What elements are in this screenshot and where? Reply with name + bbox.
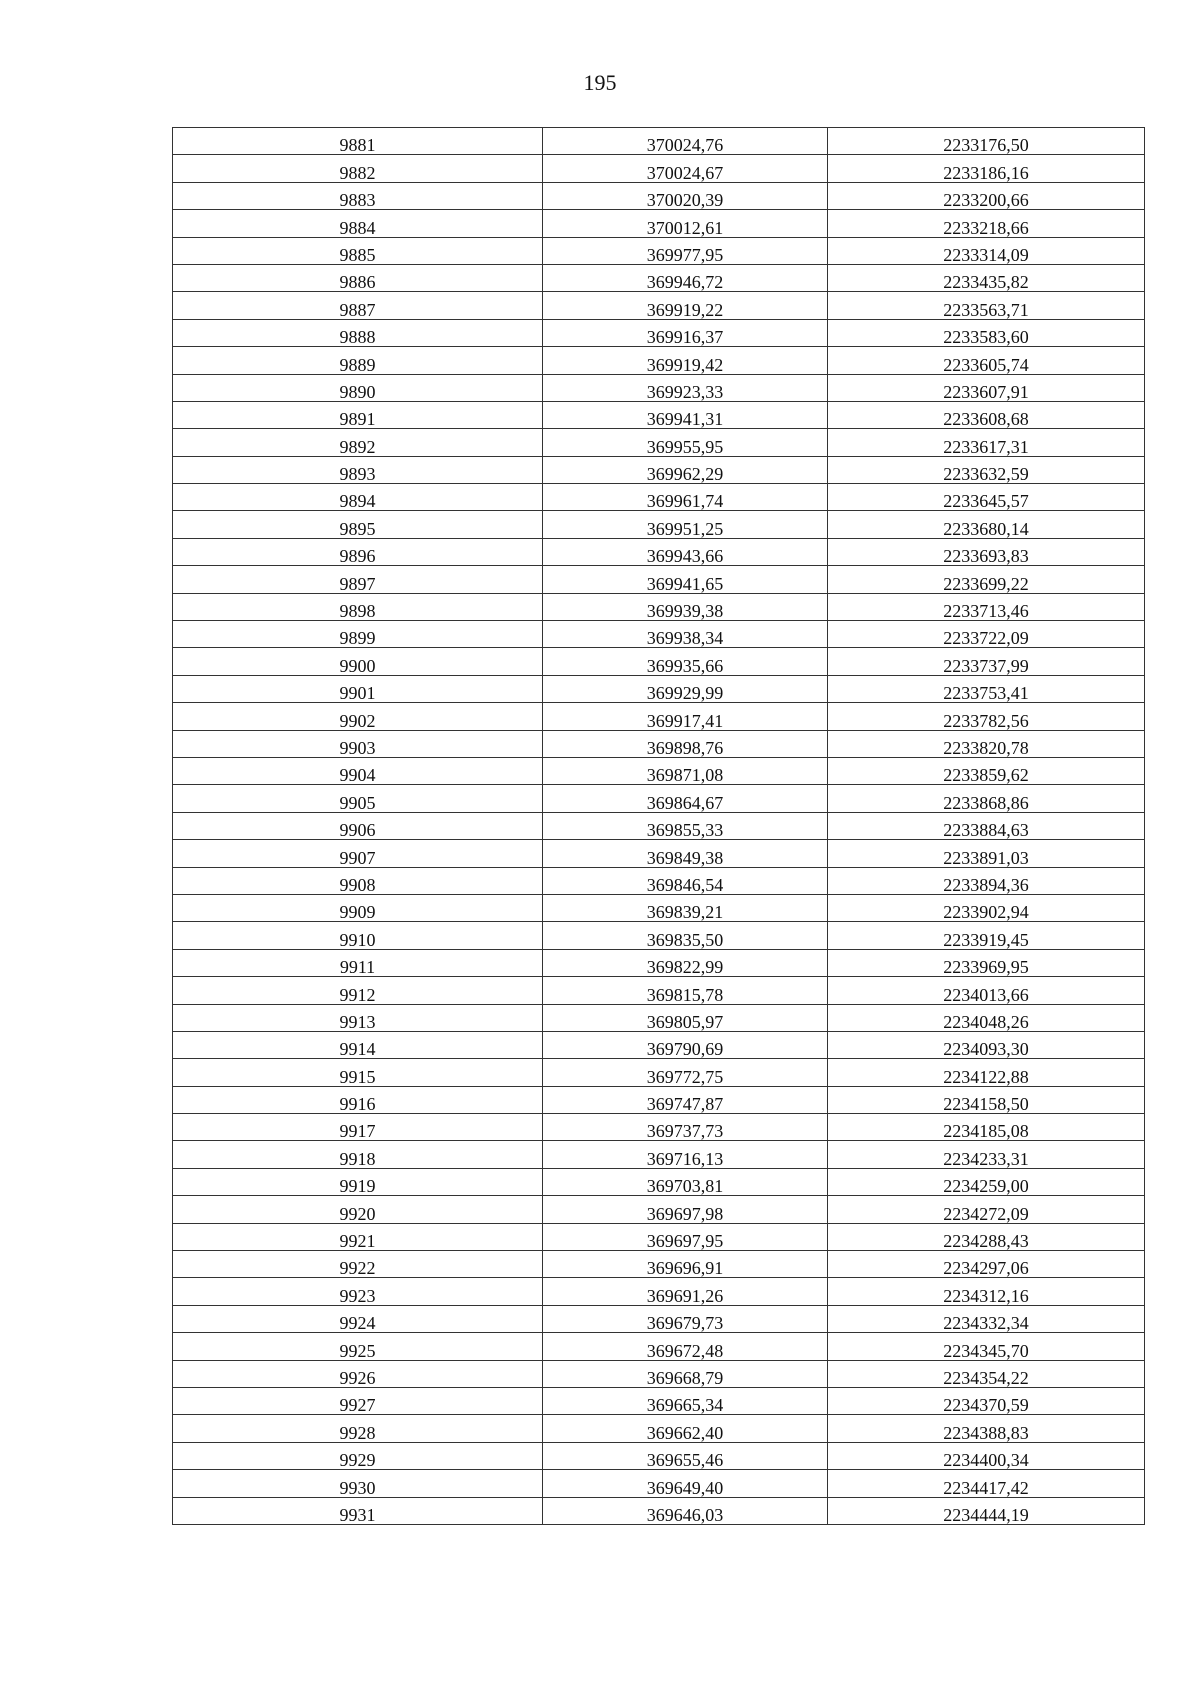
x-coordinate-cell: 369696,91 [543,1251,828,1278]
x-coordinate-cell: 369846,54 [543,867,828,894]
table-row [173,1059,1145,1086]
y-coordinate-cell: 2233859,62 [828,757,1145,784]
point-number-cell: 9911 [173,949,543,976]
table-row [173,757,1145,784]
point-number-cell: 9927 [173,1387,543,1414]
x-coordinate-cell: 369737,73 [543,1114,828,1141]
coordinates-table-body [173,128,1145,1525]
table-row [173,621,1145,648]
table-row [173,785,1145,812]
table-row [173,1004,1145,1031]
point-number-cell: 9883 [173,182,543,209]
table-row [173,538,1145,565]
point-number-cell: 9887 [173,292,543,319]
table-row [173,511,1145,538]
y-coordinate-cell: 2234185,08 [828,1114,1145,1141]
x-coordinate-cell: 369839,21 [543,894,828,921]
x-coordinate-cell: 370024,76 [543,128,828,155]
y-coordinate-cell: 2234158,50 [828,1086,1145,1113]
x-coordinate-cell: 369951,25 [543,511,828,538]
x-coordinate-cell: 369849,38 [543,840,828,867]
x-coordinate-cell: 369691,26 [543,1278,828,1305]
point-number-cell: 9916 [173,1086,543,1113]
y-coordinate-cell: 2234370,59 [828,1387,1145,1414]
y-coordinate-cell: 2233891,03 [828,840,1145,867]
x-coordinate-cell: 369646,03 [543,1497,828,1524]
y-coordinate-cell: 2234093,30 [828,1031,1145,1058]
y-coordinate-cell: 2233645,57 [828,484,1145,511]
point-number-cell: 9920 [173,1196,543,1223]
x-coordinate-cell: 369939,38 [543,593,828,620]
x-coordinate-cell: 369864,67 [543,785,828,812]
x-coordinate-cell: 370024,67 [543,155,828,182]
y-coordinate-cell: 2234444,19 [828,1497,1145,1524]
x-coordinate-cell: 369955,95 [543,429,828,456]
point-number-cell: 9896 [173,538,543,565]
x-coordinate-cell: 369747,87 [543,1086,828,1113]
y-coordinate-cell: 2233608,68 [828,401,1145,428]
x-coordinate-cell: 369941,31 [543,401,828,428]
x-coordinate-cell: 369917,41 [543,703,828,730]
x-coordinate-cell: 369790,69 [543,1031,828,1058]
point-number-cell: 9909 [173,894,543,921]
point-number-cell: 9884 [173,210,543,237]
x-coordinate-cell: 369919,42 [543,347,828,374]
table-row [173,1497,1145,1524]
point-number-cell: 9888 [173,319,543,346]
x-coordinate-cell: 369697,95 [543,1223,828,1250]
x-coordinate-cell: 370020,39 [543,182,828,209]
point-number-cell: 9897 [173,566,543,593]
x-coordinate-cell: 369697,98 [543,1196,828,1223]
point-number-cell: 9921 [173,1223,543,1250]
point-number-cell: 9890 [173,374,543,401]
y-coordinate-cell: 2234259,00 [828,1168,1145,1195]
table-row [173,374,1145,401]
point-number-cell: 9904 [173,757,543,784]
x-coordinate-cell: 369938,34 [543,621,828,648]
point-number-cell: 9913 [173,1004,543,1031]
y-coordinate-cell: 2234417,42 [828,1470,1145,1497]
x-coordinate-cell: 369929,99 [543,675,828,702]
x-coordinate-cell: 369665,34 [543,1387,828,1414]
y-coordinate-cell: 2233186,16 [828,155,1145,182]
y-coordinate-cell: 2233868,86 [828,785,1145,812]
y-coordinate-cell: 2233737,99 [828,648,1145,675]
x-coordinate-cell: 370012,61 [543,210,828,237]
table-row [173,812,1145,839]
x-coordinate-cell: 369935,66 [543,648,828,675]
table-row [173,182,1145,209]
y-coordinate-cell: 2233902,94 [828,894,1145,921]
y-coordinate-cell: 2233894,36 [828,867,1145,894]
point-number-cell: 9925 [173,1333,543,1360]
table-row [173,1278,1145,1305]
table-row [173,922,1145,949]
y-coordinate-cell: 2234272,09 [828,1196,1145,1223]
table-row [173,593,1145,620]
y-coordinate-cell: 2234288,43 [828,1223,1145,1250]
y-coordinate-cell: 2233632,59 [828,456,1145,483]
table-row [173,1360,1145,1387]
x-coordinate-cell: 369923,33 [543,374,828,401]
y-coordinate-cell: 2234233,31 [828,1141,1145,1168]
table-row [173,155,1145,182]
y-coordinate-cell: 2233722,09 [828,621,1145,648]
point-number-cell: 9924 [173,1305,543,1332]
y-coordinate-cell: 2233218,66 [828,210,1145,237]
x-coordinate-cell: 369679,73 [543,1305,828,1332]
point-number-cell: 9898 [173,593,543,620]
table-row [173,1470,1145,1497]
table-row [173,484,1145,511]
table-row [173,1114,1145,1141]
x-coordinate-cell: 369871,08 [543,757,828,784]
table-row [173,840,1145,867]
table-row [173,1387,1145,1414]
x-coordinate-cell: 369835,50 [543,922,828,949]
y-coordinate-cell: 2234388,83 [828,1415,1145,1442]
x-coordinate-cell: 369649,40 [543,1470,828,1497]
table-row [173,1442,1145,1469]
x-coordinate-cell: 369919,22 [543,292,828,319]
point-number-cell: 9914 [173,1031,543,1058]
y-coordinate-cell: 2233617,31 [828,429,1145,456]
table-row [173,1333,1145,1360]
table-row [173,566,1145,593]
table-row [173,401,1145,428]
point-number-cell: 9899 [173,621,543,648]
point-number-cell: 9906 [173,812,543,839]
y-coordinate-cell: 2233200,66 [828,182,1145,209]
y-coordinate-cell: 2234400,34 [828,1442,1145,1469]
y-coordinate-cell: 2233435,82 [828,264,1145,291]
point-number-cell: 9908 [173,867,543,894]
table-row [173,237,1145,264]
point-number-cell: 9895 [173,511,543,538]
table-row [173,894,1145,921]
coordinates-table [172,127,1145,1525]
y-coordinate-cell: 2233969,95 [828,949,1145,976]
point-number-cell: 9931 [173,1497,543,1524]
table-row [173,1196,1145,1223]
point-number-cell: 9929 [173,1442,543,1469]
x-coordinate-cell: 369943,66 [543,538,828,565]
x-coordinate-cell: 369898,76 [543,730,828,757]
y-coordinate-cell: 2234048,26 [828,1004,1145,1031]
point-number-cell: 9912 [173,977,543,1004]
table-row [173,867,1145,894]
x-coordinate-cell: 369655,46 [543,1442,828,1469]
y-coordinate-cell: 2234013,66 [828,977,1145,1004]
point-number-cell: 9894 [173,484,543,511]
y-coordinate-cell: 2233176,50 [828,128,1145,155]
point-number-cell: 9893 [173,456,543,483]
y-coordinate-cell: 2234354,22 [828,1360,1145,1387]
point-number-cell: 9907 [173,840,543,867]
point-number-cell: 9905 [173,785,543,812]
y-coordinate-cell: 2233607,91 [828,374,1145,401]
table-row [173,730,1145,757]
y-coordinate-cell: 2233753,41 [828,675,1145,702]
point-number-cell: 9919 [173,1168,543,1195]
y-coordinate-cell: 2233699,22 [828,566,1145,593]
table-row [173,949,1145,976]
y-coordinate-cell: 2233820,78 [828,730,1145,757]
y-coordinate-cell: 2234122,88 [828,1059,1145,1086]
table-row [173,1168,1145,1195]
x-coordinate-cell: 369822,99 [543,949,828,976]
table-row [173,1251,1145,1278]
y-coordinate-cell: 2234312,16 [828,1278,1145,1305]
y-coordinate-cell: 2233680,14 [828,511,1145,538]
x-coordinate-cell: 369716,13 [543,1141,828,1168]
table-row [173,292,1145,319]
x-coordinate-cell: 369672,48 [543,1333,828,1360]
point-number-cell: 9900 [173,648,543,675]
table-row [173,1415,1145,1442]
table-row [173,429,1145,456]
x-coordinate-cell: 369815,78 [543,977,828,1004]
table-row [173,210,1145,237]
point-number-cell: 9917 [173,1114,543,1141]
y-coordinate-cell: 2233713,46 [828,593,1145,620]
point-number-cell: 9922 [173,1251,543,1278]
point-number-cell: 9892 [173,429,543,456]
point-number-cell: 9886 [173,264,543,291]
point-number-cell: 9915 [173,1059,543,1086]
x-coordinate-cell: 369962,29 [543,456,828,483]
y-coordinate-cell: 2233884,63 [828,812,1145,839]
point-number-cell: 9891 [173,401,543,428]
y-coordinate-cell: 2234297,06 [828,1251,1145,1278]
x-coordinate-cell: 369941,65 [543,566,828,593]
y-coordinate-cell: 2233782,56 [828,703,1145,730]
x-coordinate-cell: 369662,40 [543,1415,828,1442]
point-number-cell: 9903 [173,730,543,757]
x-coordinate-cell: 369772,75 [543,1059,828,1086]
x-coordinate-cell: 369668,79 [543,1360,828,1387]
x-coordinate-cell: 369946,72 [543,264,828,291]
point-number-cell: 9930 [173,1470,543,1497]
point-number-cell: 9928 [173,1415,543,1442]
y-coordinate-cell: 2233314,09 [828,237,1145,264]
x-coordinate-cell: 369855,33 [543,812,828,839]
point-number-cell: 9918 [173,1141,543,1168]
table-row [173,264,1145,291]
table-row [173,347,1145,374]
table-row [173,703,1145,730]
page-number: 195 [583,70,617,95]
point-number-cell: 9881 [173,128,543,155]
y-coordinate-cell: 2233563,71 [828,292,1145,319]
point-number-cell: 9902 [173,703,543,730]
table-row [173,977,1145,1004]
y-coordinate-cell: 2233693,83 [828,538,1145,565]
x-coordinate-cell: 369805,97 [543,1004,828,1031]
point-number-cell: 9910 [173,922,543,949]
table-row [173,319,1145,346]
table-row [173,1223,1145,1250]
y-coordinate-cell: 2234332,34 [828,1305,1145,1332]
table-row [173,456,1145,483]
table-row [173,1305,1145,1332]
point-number-cell: 9926 [173,1360,543,1387]
point-number-cell: 9882 [173,155,543,182]
point-number-cell: 9889 [173,347,543,374]
y-coordinate-cell: 2233605,74 [828,347,1145,374]
table-row [173,648,1145,675]
point-number-cell: 9923 [173,1278,543,1305]
table-row [173,1031,1145,1058]
x-coordinate-cell: 369703,81 [543,1168,828,1195]
x-coordinate-cell: 369977,95 [543,237,828,264]
point-number-cell: 9885 [173,237,543,264]
table-row [173,1086,1145,1113]
table-row [173,675,1145,702]
x-coordinate-cell: 369961,74 [543,484,828,511]
y-coordinate-cell: 2234345,70 [828,1333,1145,1360]
table-row [173,128,1145,155]
point-number-cell: 9901 [173,675,543,702]
y-coordinate-cell: 2233919,45 [828,922,1145,949]
y-coordinate-cell: 2233583,60 [828,319,1145,346]
table-row [173,1141,1145,1168]
x-coordinate-cell: 369916,37 [543,319,828,346]
